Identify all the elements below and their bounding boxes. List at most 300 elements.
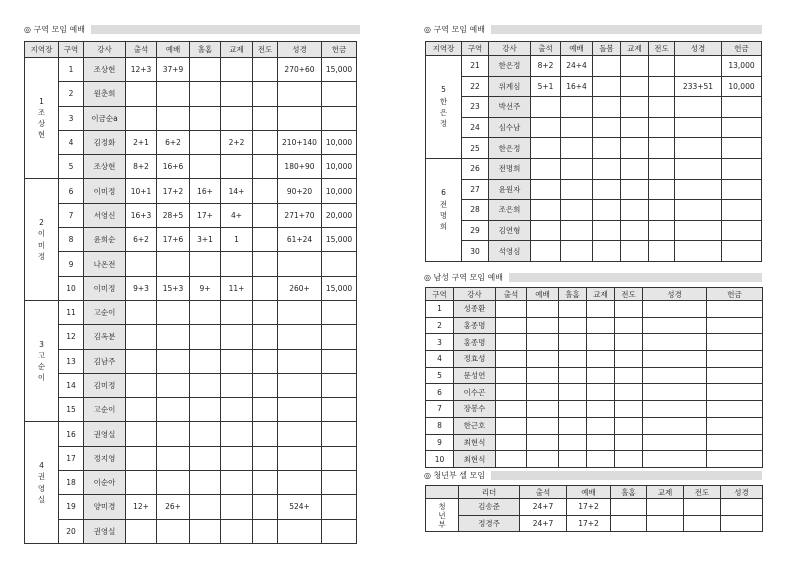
attendance-cell: 5+1 xyxy=(531,76,561,97)
worship-cell xyxy=(561,200,593,221)
offering-cell xyxy=(722,220,762,241)
table-row xyxy=(426,351,763,368)
table-row xyxy=(426,367,763,384)
fellowship-cell xyxy=(647,499,684,516)
care-cell xyxy=(593,158,621,179)
bible-cell xyxy=(675,97,722,118)
offering-cell xyxy=(322,519,357,543)
bible-cell xyxy=(643,317,707,334)
table-row xyxy=(25,373,357,397)
men-section-title xyxy=(424,270,762,284)
care-cell xyxy=(559,417,587,434)
worship-cell xyxy=(527,334,559,351)
offering-cell xyxy=(722,158,762,179)
fellowship-cell xyxy=(621,200,649,221)
lecturer-cell: 장봉수 xyxy=(454,401,496,418)
lecturer-cell: 김옥분 xyxy=(84,325,126,349)
worship-cell: 24+4 xyxy=(561,56,593,77)
district-cell: 25 xyxy=(462,138,489,159)
evangelism-cell xyxy=(253,495,278,519)
attendance-cell xyxy=(496,367,527,384)
evangelism-cell xyxy=(649,158,675,179)
bible-cell xyxy=(278,106,322,130)
fellowship-cell xyxy=(587,434,615,451)
offering-cell xyxy=(322,422,357,446)
worship-cell xyxy=(157,325,190,349)
bible-cell: 233+51 xyxy=(675,76,722,97)
fellowship-cell xyxy=(221,155,253,179)
attendance-cell xyxy=(496,351,527,368)
leader-char: 한 xyxy=(439,96,448,106)
column-header: 홀홈 xyxy=(611,486,647,499)
bible-cell xyxy=(278,471,322,495)
care-cell xyxy=(559,301,587,318)
bible-cell xyxy=(278,519,322,543)
attendance-cell xyxy=(126,325,157,349)
table-row xyxy=(25,155,357,179)
column-header: 강사 xyxy=(489,42,531,56)
column-header: 돌봄 xyxy=(593,42,621,56)
column-header: 전도 xyxy=(253,42,278,58)
leader-char: 은 xyxy=(439,107,448,117)
leader-char: 청 xyxy=(438,501,446,511)
attendance-cell xyxy=(531,220,561,241)
table-row xyxy=(25,252,357,276)
fellowship-cell xyxy=(587,334,615,351)
table-row xyxy=(25,203,357,227)
table-row xyxy=(25,325,357,349)
attendance-cell: 10+1 xyxy=(126,179,157,203)
worship-cell xyxy=(527,451,559,468)
district-cell: 9 xyxy=(59,252,84,276)
lecturer-cell: 정효성 xyxy=(454,351,496,368)
care-cell xyxy=(593,241,621,262)
worship-cell xyxy=(527,401,559,418)
district-cell: 1 xyxy=(59,58,84,82)
lecturer-cell: 고순이 xyxy=(84,398,126,422)
table-row xyxy=(426,434,763,451)
table-row xyxy=(25,495,357,519)
table-row xyxy=(426,179,762,200)
bible-cell xyxy=(278,252,322,276)
fellowship-cell xyxy=(221,495,253,519)
column-header: 예배 xyxy=(561,42,593,56)
attendance-cell xyxy=(126,82,157,106)
attendance-cell: 12+3 xyxy=(126,58,157,82)
worship-cell xyxy=(157,252,190,276)
attendance-cell xyxy=(126,519,157,543)
evangelism-cell xyxy=(253,373,278,397)
lecturer-cell: 고순이 xyxy=(84,300,126,324)
worship-cell: 37+9 xyxy=(157,58,190,82)
column-header: 지역장 xyxy=(426,42,462,56)
evangelism-cell xyxy=(253,228,278,252)
leader-char: 이 xyxy=(37,373,46,383)
column-header: 예배 xyxy=(527,288,559,301)
lecturer-cell: 권영실 xyxy=(84,422,126,446)
offering-cell xyxy=(707,434,763,451)
worship-cell xyxy=(157,106,190,130)
district-cell: 7 xyxy=(59,203,84,227)
leader-cell: 정경주 xyxy=(459,515,520,532)
fellowship-cell xyxy=(221,300,253,324)
worship-cell xyxy=(527,417,559,434)
bible-cell xyxy=(278,349,322,373)
leader-char: 현 xyxy=(37,130,46,140)
lecturer-cell: 홍종명 xyxy=(454,317,496,334)
lecturer-cell: 심수남 xyxy=(489,117,531,138)
fellowship-cell xyxy=(621,241,649,262)
bible-cell xyxy=(675,200,722,221)
offering-cell xyxy=(722,200,762,221)
bible-cell xyxy=(721,515,763,532)
column-header: 헌금 xyxy=(707,288,763,301)
leader-char: 2 xyxy=(39,218,44,228)
lecturer-cell: 김정화 xyxy=(84,130,126,154)
evangelism-cell xyxy=(649,117,675,138)
care-cell xyxy=(190,82,221,106)
evangelism-cell xyxy=(615,451,643,468)
care-cell xyxy=(593,179,621,200)
table-row xyxy=(426,158,762,179)
bible-cell xyxy=(675,220,722,241)
table-row xyxy=(426,499,763,516)
column-header: 교제 xyxy=(647,486,684,499)
district-cell: 28 xyxy=(462,200,489,221)
attendance-cell xyxy=(531,179,561,200)
district-cell: 20 xyxy=(59,519,84,543)
bible-cell xyxy=(643,417,707,434)
worship-cell xyxy=(561,241,593,262)
district-cell: 30 xyxy=(462,241,489,262)
worship-cell xyxy=(157,398,190,422)
leader-char: 정 xyxy=(439,119,448,129)
leader-name-cell xyxy=(25,58,59,179)
worship-cell xyxy=(157,300,190,324)
offering-cell xyxy=(322,398,357,422)
attendance-cell xyxy=(531,138,561,159)
attendance-cell xyxy=(126,471,157,495)
offering-cell xyxy=(707,351,763,368)
fellowship-cell xyxy=(221,349,253,373)
worship-cell xyxy=(561,158,593,179)
lecturer-cell: 최현식 xyxy=(454,451,496,468)
fellowship-cell xyxy=(587,367,615,384)
attendance-cell xyxy=(531,200,561,221)
lecturer-cell: 이미정 xyxy=(84,276,126,300)
attendance-cell xyxy=(126,349,157,373)
attendance-cell: 2+1 xyxy=(126,130,157,154)
bible-cell: 210+140 xyxy=(278,130,322,154)
district-cell: 23 xyxy=(462,97,489,118)
lecturer-cell: 김연형 xyxy=(489,220,531,241)
table-row xyxy=(25,349,357,373)
offering-cell: 10,000 xyxy=(322,179,357,203)
offering-cell xyxy=(322,252,357,276)
leader-char: 고 xyxy=(37,350,46,360)
offering-cell: 10,000 xyxy=(322,155,357,179)
lecturer-cell: 문성연 xyxy=(454,367,496,384)
offering-cell xyxy=(707,451,763,468)
worship-cell xyxy=(561,117,593,138)
evangelism-cell xyxy=(615,301,643,318)
care-cell xyxy=(559,334,587,351)
offering-cell xyxy=(322,300,357,324)
leader-name-cell xyxy=(25,300,59,421)
offering-cell: 13,000 xyxy=(722,56,762,77)
attendance-cell: 24+7 xyxy=(520,515,567,532)
evangelism-cell xyxy=(253,203,278,227)
evangelism-cell xyxy=(649,56,675,77)
lecturer-cell: 박선주 xyxy=(489,97,531,118)
table-row xyxy=(426,334,763,351)
offering-cell xyxy=(722,117,762,138)
district-cell: 29 xyxy=(462,220,489,241)
care-cell xyxy=(190,252,221,276)
column-header: 강사 xyxy=(84,42,126,58)
bible-cell xyxy=(643,401,707,418)
column-header: 출석 xyxy=(496,288,527,301)
attendance-cell xyxy=(496,301,527,318)
fellowship-cell xyxy=(221,519,253,543)
evangelism-cell xyxy=(253,106,278,130)
bible-cell: 271+70 xyxy=(278,203,322,227)
column-header: 성경 xyxy=(278,42,322,58)
lecturer-cell: 조상현 xyxy=(84,155,126,179)
fellowship-cell xyxy=(221,82,253,106)
bible-cell xyxy=(643,351,707,368)
table-row xyxy=(426,515,763,532)
offering-cell xyxy=(707,301,763,318)
leader-name-cell xyxy=(25,179,59,300)
bible-cell xyxy=(278,300,322,324)
bible-cell xyxy=(675,241,722,262)
offering-cell xyxy=(322,82,357,106)
care-cell: 16+ xyxy=(190,179,221,203)
leader-char: 조 xyxy=(37,107,46,117)
column-header: 출석 xyxy=(531,42,561,56)
evangelism-cell xyxy=(615,401,643,418)
title-bar xyxy=(91,25,360,34)
bible-cell: 90+20 xyxy=(278,179,322,203)
table-row xyxy=(25,519,357,543)
leader-char: 3 xyxy=(39,339,44,349)
fellowship-cell xyxy=(587,451,615,468)
attendance-cell: 24+7 xyxy=(520,499,567,516)
care-cell xyxy=(593,56,621,77)
fellowship-cell xyxy=(621,158,649,179)
table-row xyxy=(426,117,762,138)
worship-cell: 17+2 xyxy=(567,499,611,516)
evangelism-cell xyxy=(253,398,278,422)
lecturer-cell: 한은정 xyxy=(489,138,531,159)
table-row xyxy=(426,200,762,221)
fellowship-cell xyxy=(587,417,615,434)
evangelism-cell xyxy=(615,317,643,334)
leader-name-cell xyxy=(25,422,59,543)
bible-cell xyxy=(675,158,722,179)
column-header: 강사 xyxy=(454,288,496,301)
district-cell: 1 xyxy=(426,301,454,318)
column-header: 구역 xyxy=(426,288,454,301)
leader-char: 1 xyxy=(39,96,44,106)
fellowship-cell xyxy=(587,401,615,418)
worship-cell: 6+2 xyxy=(157,130,190,154)
worship-cell xyxy=(527,434,559,451)
worship-cell xyxy=(527,367,559,384)
lecturer-cell: 이수곤 xyxy=(454,384,496,401)
fellowship-cell xyxy=(587,317,615,334)
worship-cell: 26+ xyxy=(157,495,190,519)
column-header: 구역 xyxy=(59,42,84,58)
column-header: 출석 xyxy=(126,42,157,58)
evangelism-cell xyxy=(253,422,278,446)
youth-cell-table xyxy=(425,485,763,532)
lecturer-cell: 최현식 xyxy=(454,434,496,451)
worship-cell xyxy=(561,97,593,118)
leader-char: 이 xyxy=(37,229,46,239)
district-cell: 15 xyxy=(59,398,84,422)
worship-cell: 15+3 xyxy=(157,276,190,300)
column-header: 교제 xyxy=(621,42,649,56)
lecturer-cell: 성종환 xyxy=(454,301,496,318)
fellowship-cell xyxy=(587,301,615,318)
fellowship-cell xyxy=(221,422,253,446)
district-cell: 22 xyxy=(462,76,489,97)
offering-cell xyxy=(322,495,357,519)
attendance-cell xyxy=(126,252,157,276)
lecturer-cell: 서영신 xyxy=(84,203,126,227)
district-cell: 12 xyxy=(59,325,84,349)
table-row xyxy=(25,58,357,82)
care-cell xyxy=(593,76,621,97)
table-row xyxy=(25,179,357,203)
table-row xyxy=(25,130,357,154)
evangelism-cell xyxy=(253,471,278,495)
attendance-cell xyxy=(531,97,561,118)
evangelism-cell xyxy=(253,276,278,300)
leader-cell: 김송준 xyxy=(459,499,520,516)
fellowship-cell xyxy=(621,76,649,97)
attendance-cell xyxy=(126,398,157,422)
care-cell xyxy=(190,471,221,495)
care-cell xyxy=(190,495,221,519)
care-cell xyxy=(593,117,621,138)
leader-char: 명 xyxy=(439,210,448,220)
right-attendance-table xyxy=(425,41,762,262)
care-cell xyxy=(190,373,221,397)
attendance-cell xyxy=(496,401,527,418)
district-cell: 14 xyxy=(59,373,84,397)
fellowship-cell xyxy=(621,97,649,118)
evangelism-cell xyxy=(615,384,643,401)
attendance-cell xyxy=(496,334,527,351)
bible-cell xyxy=(643,451,707,468)
care-cell: 17+ xyxy=(190,203,221,227)
column-header: 교제 xyxy=(587,288,615,301)
lecturer-cell: 홍종명 xyxy=(454,334,496,351)
district-cell: 5 xyxy=(59,155,84,179)
worship-cell: 17+2 xyxy=(567,515,611,532)
youth-section-title xyxy=(424,468,762,482)
table-row xyxy=(426,138,762,159)
column-header: 헌금 xyxy=(722,42,762,56)
worship-cell xyxy=(157,519,190,543)
district-cell: 10 xyxy=(426,451,454,468)
worship-cell xyxy=(157,446,190,470)
lecturer-cell: 위계심 xyxy=(489,76,531,97)
fellowship-cell xyxy=(221,398,253,422)
care-cell xyxy=(190,519,221,543)
left-section-title xyxy=(24,22,360,36)
district-cell: 3 xyxy=(426,334,454,351)
lecturer-cell: 윤원자 xyxy=(489,179,531,200)
column-header: 전도 xyxy=(684,486,721,499)
leader-char: 권 xyxy=(37,472,46,482)
lecturer-cell: 석영심 xyxy=(489,241,531,262)
attendance-cell xyxy=(496,384,527,401)
fellowship-cell xyxy=(587,384,615,401)
care-cell xyxy=(559,451,587,468)
attendance-cell xyxy=(531,241,561,262)
fellowship-cell xyxy=(221,446,253,470)
fellowship-cell xyxy=(621,179,649,200)
evangelism-cell xyxy=(253,519,278,543)
lecturer-cell: 한은정 xyxy=(489,56,531,77)
column-header: 전도 xyxy=(615,288,643,301)
fellowship-cell xyxy=(621,117,649,138)
attendance-cell: 8+2 xyxy=(126,155,157,179)
column-header: 성경 xyxy=(643,288,707,301)
district-cell: 4 xyxy=(426,351,454,368)
district-cell: 2 xyxy=(59,82,84,106)
table-row xyxy=(426,451,763,468)
district-cell: 2 xyxy=(426,317,454,334)
evangelism-cell xyxy=(649,220,675,241)
table-row xyxy=(426,56,762,77)
men-title-text: ◎ 남성 구역 모임 예배 xyxy=(424,272,503,282)
evangelism-cell xyxy=(253,325,278,349)
title-bar xyxy=(491,471,762,480)
care-cell xyxy=(190,349,221,373)
table-row xyxy=(426,97,762,118)
table-row xyxy=(426,241,762,262)
table-row xyxy=(25,300,357,324)
leader-char: 순 xyxy=(37,362,46,372)
bible-cell: 524+ xyxy=(278,495,322,519)
lecturer-cell: 김미정 xyxy=(84,373,126,397)
evangelism-cell xyxy=(253,446,278,470)
worship-cell: 28+5 xyxy=(157,203,190,227)
care-cell: 9+ xyxy=(190,276,221,300)
care-cell xyxy=(559,351,587,368)
attendance-cell xyxy=(531,158,561,179)
evangelism-cell xyxy=(649,179,675,200)
fellowship-cell xyxy=(647,515,684,532)
offering-cell: 15,000 xyxy=(322,276,357,300)
men-attendance-table xyxy=(425,287,763,468)
bible-cell: 270+60 xyxy=(278,58,322,82)
district-cell: 9 xyxy=(426,434,454,451)
table-row xyxy=(25,446,357,470)
fellowship-cell xyxy=(587,351,615,368)
right-top-section-title xyxy=(424,22,762,36)
attendance-cell xyxy=(531,117,561,138)
table-row xyxy=(426,220,762,241)
worship-cell xyxy=(157,82,190,106)
evangelism-cell xyxy=(253,252,278,276)
worship-cell xyxy=(527,317,559,334)
